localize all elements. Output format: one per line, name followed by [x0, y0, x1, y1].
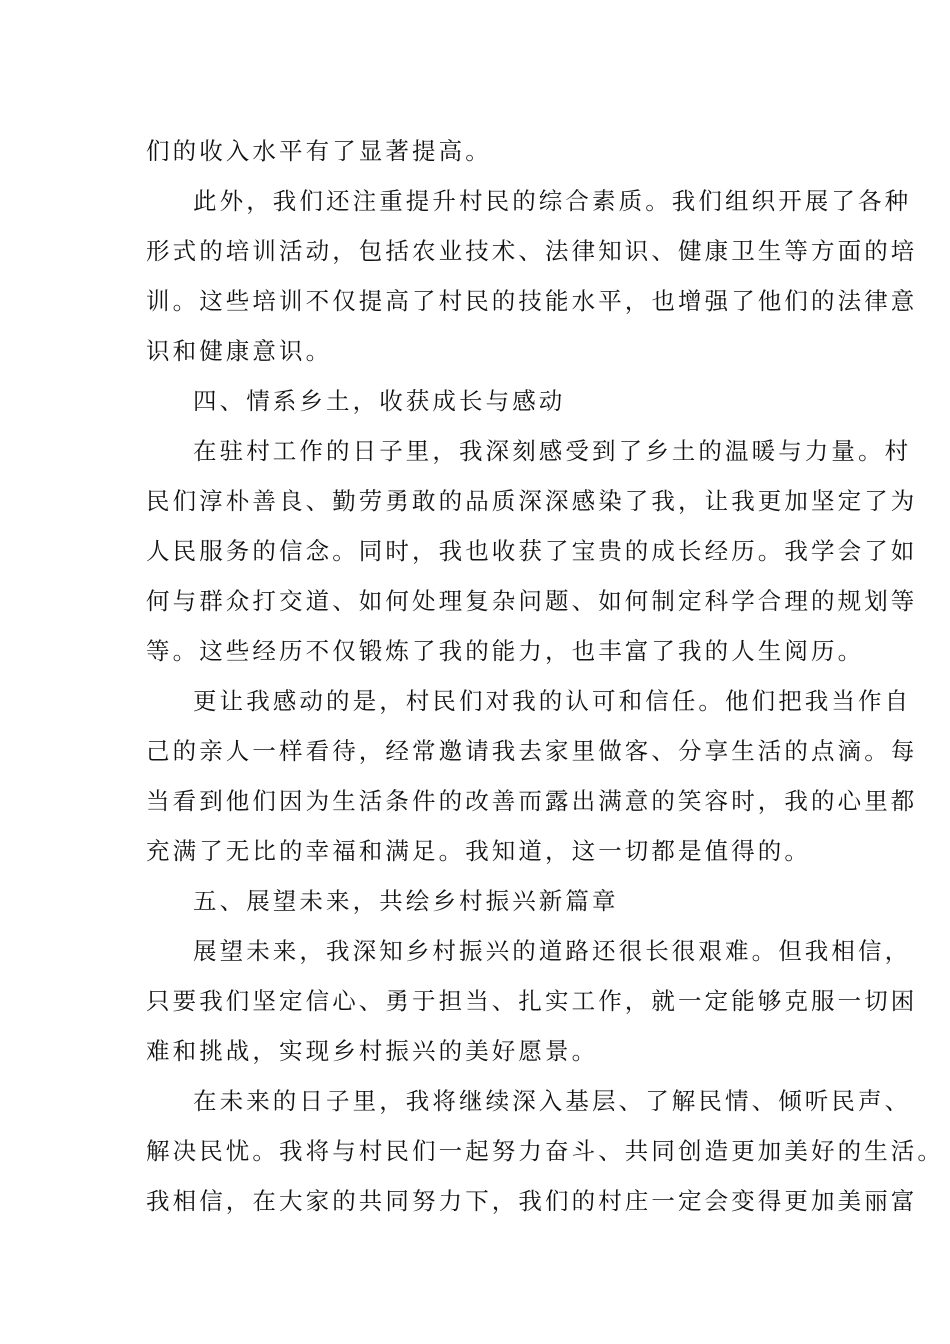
- section-heading: 四、情系乡土，收获成长与感动: [193, 387, 566, 415]
- text-line: 解决民忧。我将与村民们一起努力奋斗、共同创造更加美好的生活。: [146, 1137, 944, 1165]
- text-line: 等。这些经历不仅锻炼了我的能力，也丰富了我的人生阅历。: [146, 637, 865, 665]
- text-line: 己的亲人一样看待，经常邀请我去家里做客、分享生活的点滴。每: [146, 737, 918, 765]
- text-line: 识和健康意识。: [146, 337, 333, 365]
- text-line: 充满了无比的幸福和满足。我知道，这一切都是值得的。: [146, 837, 811, 865]
- text-line: 民们淳朴善良、勤劳勇敢的品质深深感染了我，让我更加坚定了为: [146, 487, 918, 515]
- text-line: 只要我们坚定信心、勇于担当、扎实工作，就一定能够克服一切困: [146, 987, 918, 1015]
- paragraph-line: 在未来的日子里，我将继续深入基层、了解民情、倾听民声、: [193, 1087, 912, 1115]
- paragraph-line: 此外，我们还注重提升村民的综合素质。我们组织开展了各种: [193, 187, 912, 215]
- text-line: 人民服务的信念。同时，我也收获了宝贵的成长经历。我学会了如: [146, 537, 918, 565]
- text-line: 训。这些培训不仅提高了村民的技能水平，也增强了他们的法律意: [146, 287, 918, 315]
- text-line: 何与群众打交道、如何处理复杂问题、如何制定科学合理的规划等: [146, 587, 918, 615]
- paragraph-line: 在驻村工作的日子里，我深刻感受到了乡土的温暖与力量。村: [193, 437, 912, 465]
- text-line: 难和挑战，实现乡村振兴的美好愿景。: [146, 1037, 599, 1065]
- text-line: 当看到他们因为生活条件的改善而露出满意的笑容时，我的心里都: [146, 787, 918, 815]
- section-heading: 五、展望未来，共绘乡村振兴新篇章: [193, 887, 619, 915]
- text-line: 们的收入水平有了显著提高。: [146, 137, 492, 165]
- text-line: 形式的培训活动，包括农业技术、法律知识、健康卫生等方面的培: [146, 237, 918, 265]
- text-line: 我相信，在大家的共同努力下，我们的村庄一定会变得更加美丽富: [146, 1187, 918, 1215]
- paragraph-line: 更让我感动的是，村民们对我的认可和信任。他们把我当作自: [193, 687, 912, 715]
- paragraph-line: 展望未来，我深知乡村振兴的道路还很长很艰难。但我相信，: [193, 937, 912, 965]
